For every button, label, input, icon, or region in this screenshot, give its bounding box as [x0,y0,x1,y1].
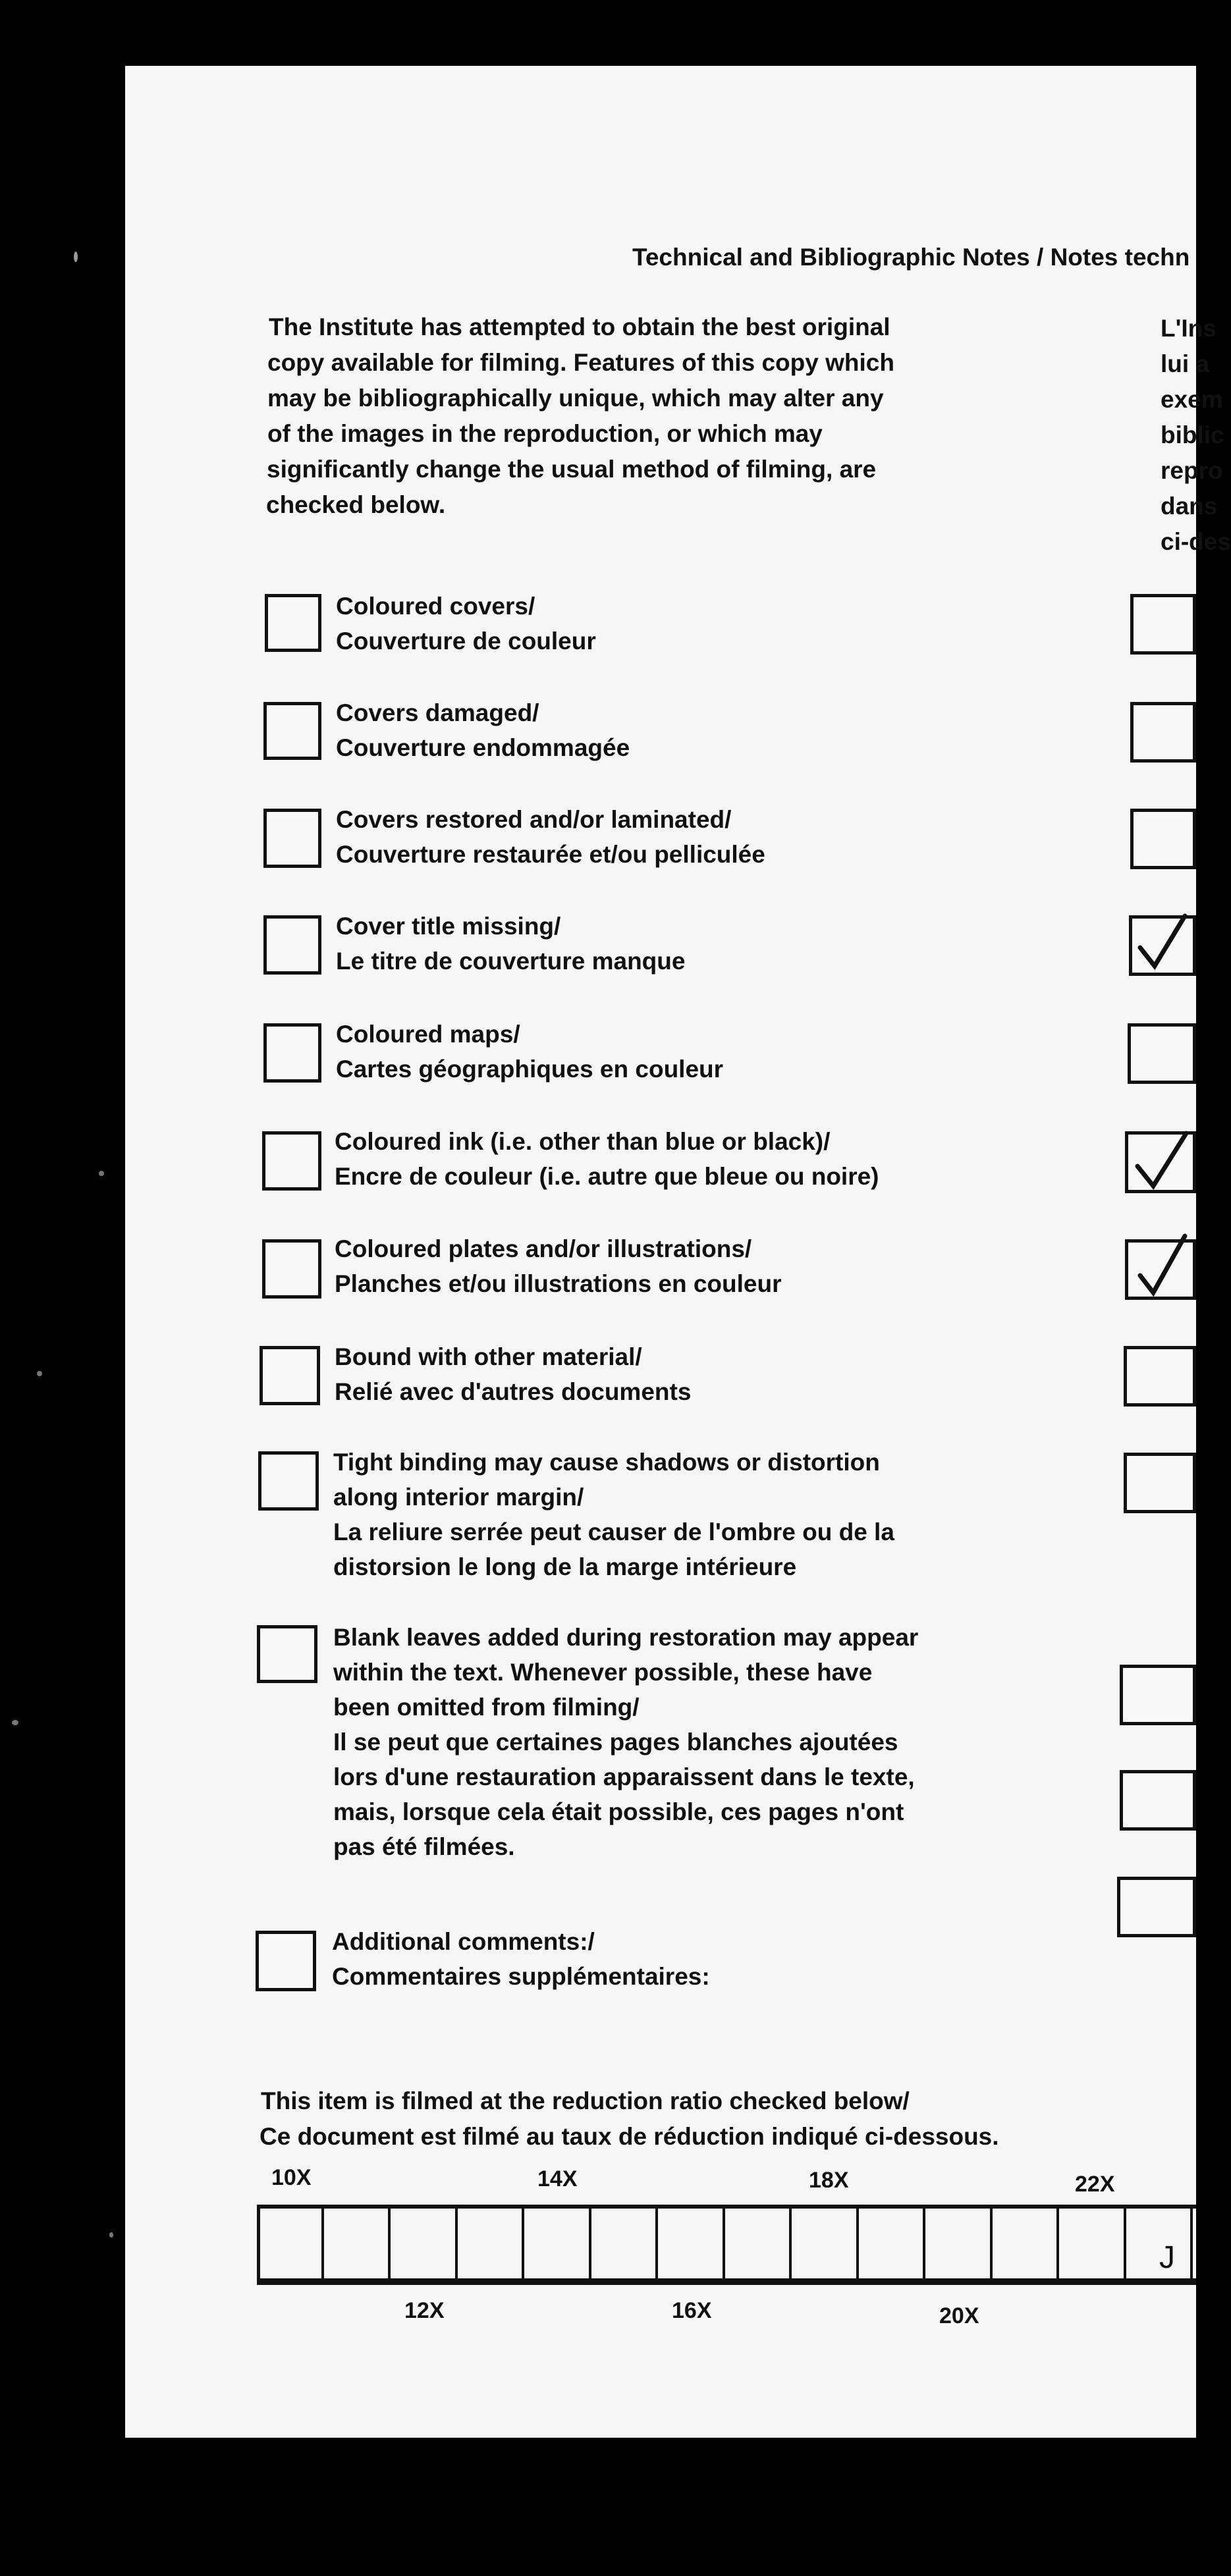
ratio-cell[interactable] [925,2205,993,2282]
intro-line: may be bibliographically unique, which may alter any [267,385,884,412]
ratio-label-bottom: 20X [939,2303,979,2328]
item-label: within the text. Whenever possible, these have [333,1659,873,1686]
item-label: lors d'une restauration apparaissent dans le texte, [333,1763,915,1790]
ratio-label-top: 18X [809,2168,849,2193]
right-checkbox[interactable] [1130,809,1196,869]
item-label: along interior margin/ [333,1484,584,1511]
item-label: Covers damaged/ [336,699,539,726]
comments-label: Commentaires supplémentaires: [332,1963,710,1990]
ratio-cell[interactable] [792,2205,859,2282]
ratio-label-bottom: 12X [404,2298,445,2323]
item-label: Couverture restaurée et/ou pelliculée [336,841,765,868]
item-label: Relié avec d'autres documents [335,1378,692,1405]
dust-speck [12,1720,18,1725]
ratio-cell[interactable] [859,2205,926,2282]
item-label: Encre de couleur (i.e. autre que bleue ou noire) [335,1163,879,1190]
intro-line: biblic [1161,421,1224,448]
ratio-cell[interactable] [591,2205,659,2282]
ratio-cell[interactable] [993,2205,1060,2282]
right-checkbox[interactable] [1117,1877,1196,1937]
item-label: Covers restored and/or laminated/ [336,806,732,833]
dust-speck [109,2232,113,2238]
checkbox-bound-with[interactable] [260,1346,320,1405]
item-label: Couverture endommagée [336,734,630,761]
item-label: Cartes géographiques en couleur [336,1056,724,1083]
checkbox-cover-title-missing[interactable] [263,915,321,975]
right-checkbox[interactable] [1120,1770,1196,1831]
item-label: been omitted from filming/ [333,1694,640,1721]
checkbox-blank-leaves[interactable] [257,1625,317,1683]
item-label: Cover title missing/ [336,913,561,940]
reduction-text: Ce document est filmé au taux de réduction indiqué ci-dessous. [260,2123,999,2150]
item-label: Blank leaves added during restoration may appear [333,1624,919,1651]
right-checkbox-checked[interactable] [1125,1131,1196,1193]
ratio-cell[interactable] [458,2205,525,2282]
right-checkbox[interactable] [1130,702,1196,763]
item-label: Le titre de couverture manque [336,948,686,975]
ratio-cell[interactable] [658,2205,725,2282]
item-label: Coloured plates and/or illustrations/ [335,1235,752,1262]
checkmark-icon [1131,1235,1190,1301]
checkbox-tight-binding[interactable] [258,1451,319,1511]
intro-line: dans [1161,493,1218,520]
checkbox-coloured-covers[interactable] [265,594,321,652]
item-label: Tight binding may cause shadows or distortion [333,1449,880,1476]
right-checkbox-checked[interactable] [1125,1239,1196,1300]
right-checkbox[interactable] [1124,1346,1196,1407]
ratio-label-bottom: 16X [672,2298,712,2323]
item-label: Il se peut que certaines pages blanches ajoutées [333,1729,898,1756]
intro-line: The Institute has attempted to obtain the best original [269,313,890,340]
right-checkbox[interactable] [1120,1665,1196,1725]
intro-line: copy available for filming. Features of this copy which [267,349,894,376]
ratio-label-top: 22X [1075,2172,1115,2197]
checkbox-covers-restored[interactable] [263,809,321,868]
checkbox-coloured-ink[interactable] [262,1131,321,1191]
comments-label: Additional comments:/ [332,1928,595,1955]
ratio-cell[interactable] [725,2205,792,2282]
ratio-cell[interactable] [1059,2205,1126,2282]
item-label: pas été filmées. [333,1833,515,1860]
checkbox-covers-damaged[interactable] [263,702,321,760]
dust-speck [74,252,78,262]
item-label: Coloured ink (i.e. other than blue or black)/ [335,1128,831,1155]
right-checkbox[interactable] [1130,594,1196,655]
ratio-cell[interactable] [524,2205,591,2282]
item-label: Bound with other material/ [335,1343,642,1370]
checkbox-coloured-plates[interactable] [262,1239,321,1299]
intro-line: ci-des [1161,528,1231,555]
intro-line: lui a [1161,350,1210,377]
intro-line: L'Ins [1161,315,1217,342]
intro-line: significantly change the usual method of filming, are [267,456,877,483]
page-title: Technical and Bibliographic Notes / Notes techn [632,244,1190,271]
item-label: Planches et/ou illustrations en couleur [335,1270,782,1297]
checkbox-coloured-maps[interactable] [263,1023,321,1083]
right-checkbox[interactable] [1128,1023,1196,1084]
checkbox-additional-comments[interactable] [256,1931,316,1991]
ratio-label-top: 14X [537,2166,578,2191]
checkmark-icon [1131,1127,1190,1193]
reduction-scale [257,2205,1196,2285]
item-label: Couverture de couleur [336,628,596,655]
ratio-cell[interactable] [324,2205,391,2282]
intro-line: of the images in the reproduction, or which may [267,420,823,447]
item-label: distorsion le long de la marge intérieure [333,1553,797,1580]
item-label: mais, lorsque cela était possible, ces pages n'ont [333,1798,904,1825]
reduction-text: This item is filmed at the reduction ratio checked below/ [261,2087,910,2114]
ratio-cell[interactable] [257,2205,324,2282]
intro-line: exem [1161,386,1223,413]
item-label: La reliure serrée peut causer de l'ombre ou de la [333,1518,894,1545]
ratio-label-top: 10X [271,2165,312,2190]
right-checkbox-checked[interactable] [1129,915,1196,976]
intro-line: checked below. [266,491,446,518]
checked-ratio-mark: J [1159,2240,1175,2275]
dust-speck [37,1371,42,1376]
item-label: Coloured covers/ [336,593,535,620]
checkmark-icon [1135,911,1188,974]
intro-line: repro [1161,457,1223,484]
dust-speck [99,1171,104,1176]
right-checkbox[interactable] [1124,1453,1196,1513]
item-label: Coloured maps/ [336,1021,520,1048]
ratio-cell[interactable] [391,2205,458,2282]
